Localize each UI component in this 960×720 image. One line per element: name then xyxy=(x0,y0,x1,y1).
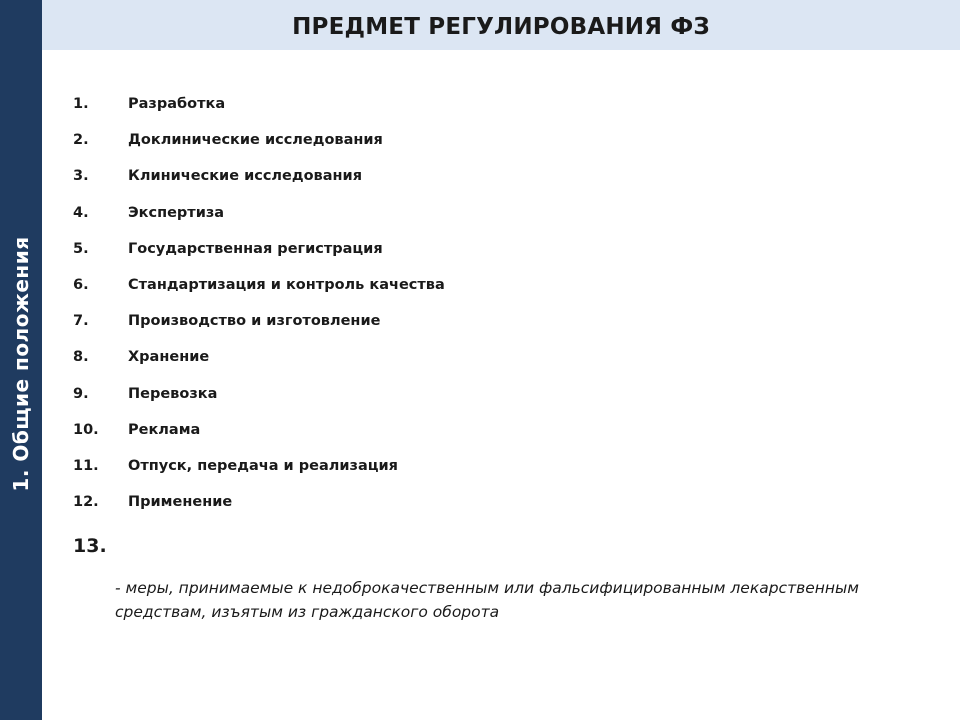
list-item-text: Применение xyxy=(128,494,233,511)
list-item-text: Производство и изготовление xyxy=(128,313,381,330)
list-item xyxy=(73,277,445,313)
list-item-text: Клинические исследования xyxy=(128,168,363,185)
list-item-number: 9. xyxy=(73,385,89,402)
page-title: ПРЕДМЕТ РЕГУЛИРОВАНИЯ ФЗ xyxy=(292,14,710,40)
list-item-number: 7. xyxy=(73,313,89,330)
list-item-text: Разработка xyxy=(128,96,226,112)
list-item-text: Отпуск, передача и реализация xyxy=(128,457,398,474)
list-item xyxy=(73,241,445,277)
list-item-number: 10. xyxy=(73,421,99,438)
side-bar xyxy=(0,0,42,720)
list-item-number: 3. xyxy=(73,168,89,185)
list-item xyxy=(73,349,445,385)
list-item-text: Реклама xyxy=(128,421,201,438)
list-item-number: 2. xyxy=(73,132,89,149)
list-item-number: 11. xyxy=(73,457,99,474)
list-item xyxy=(73,458,445,494)
list-item xyxy=(73,168,445,204)
item-13-note: - меры, принимаемые к недоброкачественным или фальсифицированным лекарственным средствам, изъятым из гражданского оборота xyxy=(115,579,859,621)
list-item-text: Перевозка xyxy=(128,385,218,402)
list-item xyxy=(73,132,445,168)
list-item-text: Хранение xyxy=(128,349,210,366)
list-item-number: 8. xyxy=(73,349,89,366)
list-item-text: Доклинические исследования xyxy=(128,132,383,149)
regulation-subject-list xyxy=(73,96,445,530)
list-item-text: Государственная регистрация xyxy=(128,240,383,257)
list-item-number: 6. xyxy=(73,276,89,293)
list-item-text: Стандартизация и контроль качества xyxy=(128,276,445,293)
list-item xyxy=(73,494,445,530)
list-item xyxy=(73,422,445,458)
list-item-number: 4. xyxy=(73,204,89,221)
list-item xyxy=(73,205,445,241)
section-label: 1. Общие положения xyxy=(9,236,33,492)
list-item xyxy=(73,313,445,349)
list-item xyxy=(73,386,445,422)
list-item-number: 1. xyxy=(73,96,89,112)
item-13-number: 13. xyxy=(73,535,107,557)
list-item-text: Экспертиза xyxy=(128,204,225,221)
list-item xyxy=(73,96,445,132)
list-item-number: 5. xyxy=(73,240,89,257)
list-item-number: 12. xyxy=(73,494,99,511)
